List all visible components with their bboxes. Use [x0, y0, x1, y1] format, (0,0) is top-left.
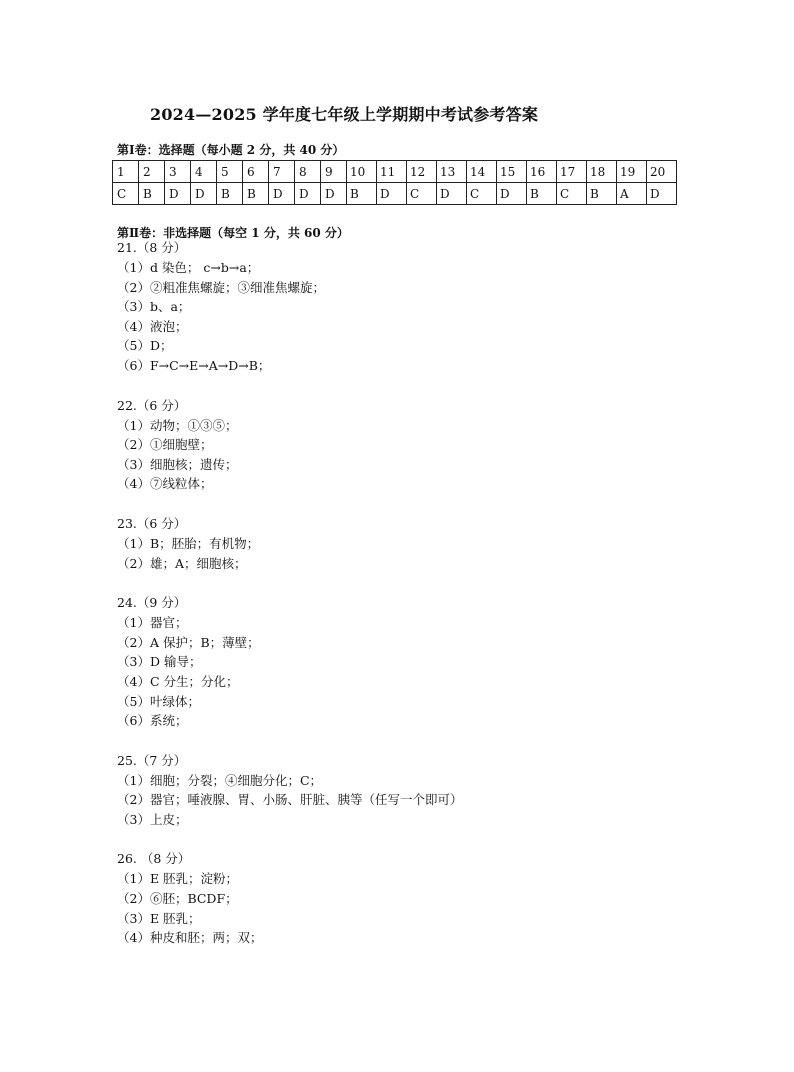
answer-cell: B: [347, 183, 377, 205]
question-number-cell: 10: [347, 161, 377, 183]
answer-line: （1）动物；①③⑤；: [117, 417, 238, 433]
question-header: 25.（7 分）: [117, 752, 187, 768]
answer-line: （4）C 分生；分化；: [117, 673, 239, 689]
answer-cell: D: [295, 183, 321, 205]
answer-line: （3）细胞核；遗传；: [117, 456, 238, 472]
answer-cell: C: [113, 183, 139, 205]
answer-cell: D: [269, 183, 295, 205]
answer-line: （2）⑥胚；BCDF；: [117, 891, 238, 907]
part2-heading: 第Ⅱ卷：非选择题（每空 1 分，共 60 分）: [117, 226, 349, 240]
answer-line: （2）A 保护；B；薄壁；: [117, 634, 260, 650]
answer-cell: C: [557, 183, 587, 205]
answer-cell: C: [407, 183, 437, 205]
page-title: 2024—2025 学年度七年级上学期期中考试参考答案: [150, 105, 539, 124]
question-block: [117, 514, 462, 573]
answer-cell: B: [587, 183, 617, 205]
answer-cell: D: [321, 183, 347, 205]
answer-line: （1）器官；: [117, 615, 188, 631]
question-header: 22.（6 分）: [117, 397, 187, 413]
answer-cell: B: [139, 183, 165, 205]
answer-line: （2）②粗准焦螺旋；③细准焦螺旋；: [117, 279, 325, 295]
question-number-cell: 17: [557, 161, 587, 183]
question-block: [117, 396, 462, 494]
answer-line: （3）D 输导；: [117, 654, 202, 670]
question-block: [117, 593, 462, 731]
answer-line: （6）F→C→E→A→D→B；: [117, 357, 271, 373]
question-number-cell: 4: [191, 161, 217, 183]
answer-cell: B: [243, 183, 269, 205]
answer-line: （1）B；胚胎；有机物；: [117, 535, 260, 551]
part1-heading: 第Ⅰ卷：选择题（每小题 2 分，共 40 分）: [117, 143, 345, 157]
question-header: 23.（6 分）: [117, 515, 187, 531]
answer-line: （4）种皮和胚；两；双；: [117, 930, 263, 946]
question-number-cell: 14: [467, 161, 497, 183]
answer-cell: A: [617, 183, 647, 205]
answer-line: （5）D；: [117, 338, 173, 354]
answer-line: （1）细胞；分裂；④细胞分化；C；: [117, 772, 323, 788]
answer-line: （6）系统；: [117, 713, 188, 729]
question-block: [117, 238, 462, 376]
question-number-cell: 13: [437, 161, 467, 183]
question-number-cell: 18: [587, 161, 617, 183]
answer-table: [112, 160, 677, 205]
answer-cell: C: [467, 183, 497, 205]
answer-cell: D: [377, 183, 407, 205]
answer-cell: D: [191, 183, 217, 205]
question-block: [117, 751, 462, 830]
answer-line: （3）b、a；: [117, 299, 191, 315]
question-number-cell: 1: [113, 161, 139, 183]
answer-cell: D: [437, 183, 467, 205]
answer-cell: B: [527, 183, 557, 205]
question-number-cell: 2: [139, 161, 165, 183]
question-header: 24.（9 分）: [117, 595, 187, 611]
question-header: 26. （8 分）: [117, 851, 191, 867]
answer-line: （5）叶绿体；: [117, 693, 200, 709]
question-number-row: [113, 161, 677, 183]
question-list: [117, 238, 462, 968]
answer-row: [113, 183, 677, 205]
answer-line: （3）E 胚乳；: [117, 910, 201, 926]
question-header: 21.（8 分）: [117, 240, 187, 255]
question-number-cell: 5: [217, 161, 243, 183]
question-number-cell: 8: [295, 161, 321, 183]
question-number-cell: 12: [407, 161, 437, 183]
question-number-cell: 7: [269, 161, 295, 183]
answer-cell: D: [165, 183, 191, 205]
answer-line: （1）d 染色； c→b→a；: [117, 260, 260, 275]
answer-line: （2）①细胞壁；: [117, 437, 213, 453]
answer-line: （4）液泡；: [117, 318, 188, 334]
answer-line: （1）E 胚乳；淀粉；: [117, 871, 239, 887]
question-number-cell: 11: [377, 161, 407, 183]
answer-line: （2）器官；唾液腺、胃、小肠、肝脏、胰等（任写一个即可）: [117, 792, 463, 808]
answer-line: （4）⑦线粒体；: [117, 476, 213, 492]
question-number-cell: 15: [497, 161, 527, 183]
question-number-cell: 19: [617, 161, 647, 183]
question-number-cell: 16: [527, 161, 557, 183]
answer-cell: D: [497, 183, 527, 205]
answer-line: （3）上皮；: [117, 811, 188, 827]
answer-line: （2）雄；A；细胞核；: [117, 555, 247, 571]
question-block: [117, 849, 462, 947]
question-number-cell: 20: [647, 161, 677, 183]
answer-cell: D: [647, 183, 677, 205]
question-number-cell: 3: [165, 161, 191, 183]
answer-cell: B: [217, 183, 243, 205]
question-number-cell: 9: [321, 161, 347, 183]
question-number-cell: 6: [243, 161, 269, 183]
